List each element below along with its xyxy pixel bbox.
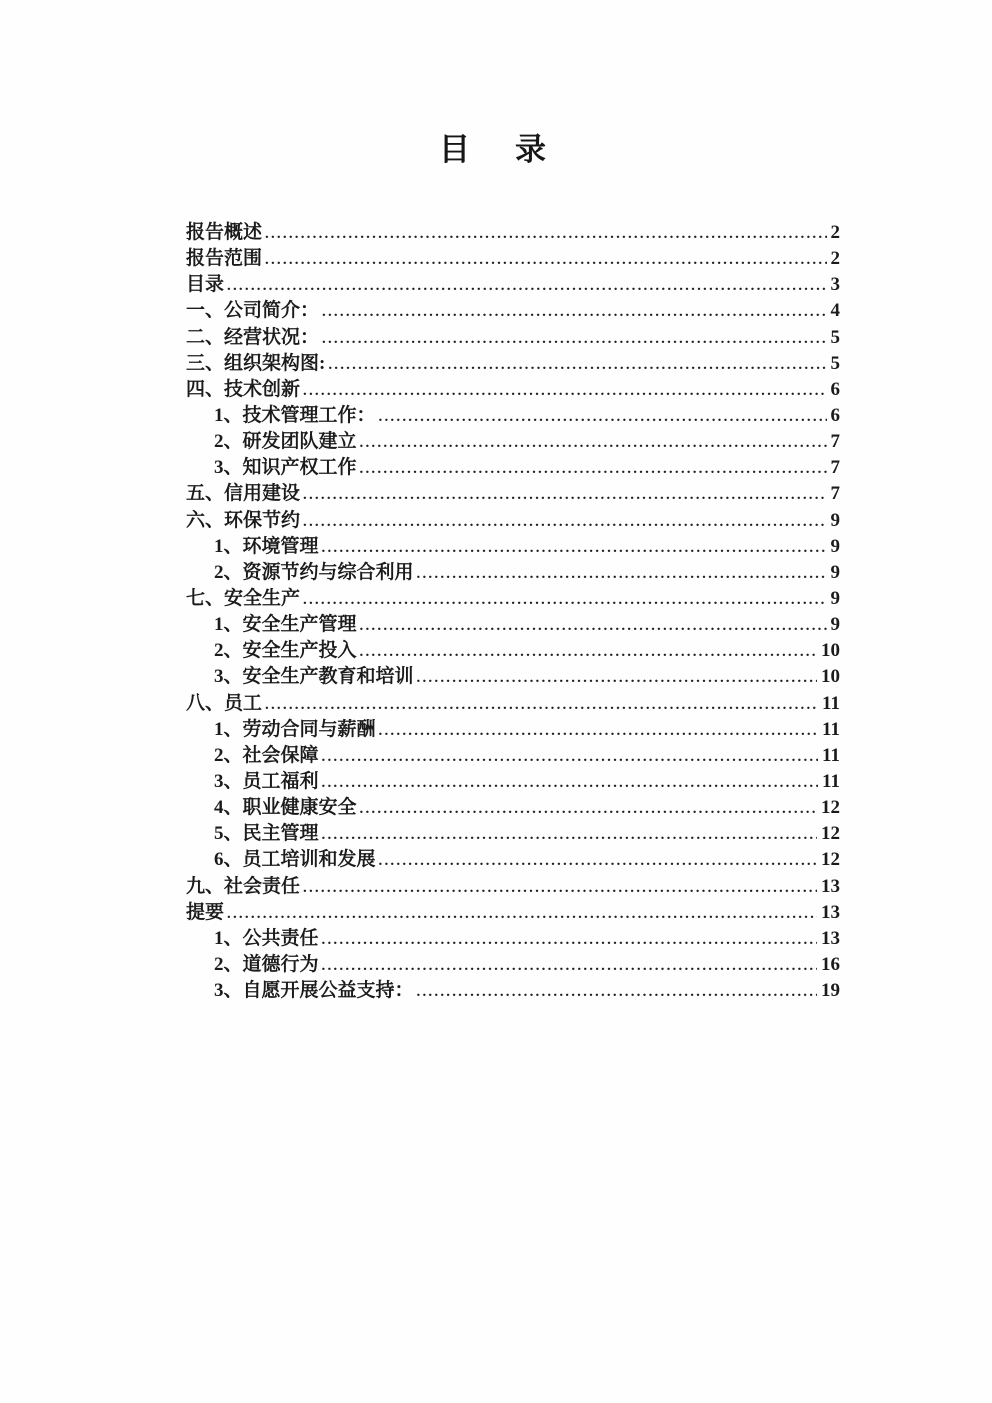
toc-entry-page: 2 — [830, 222, 840, 243]
toc-entry[interactable] — [186, 246, 840, 272]
toc-entry-page: 13 — [821, 875, 840, 897]
toc-entry[interactable] — [186, 900, 840, 926]
toc-leader-dots — [379, 718, 819, 744]
toc-list — [186, 220, 840, 1004]
toc-entry-label: 提要 — [186, 901, 225, 923]
toc-entry[interactable] — [186, 795, 840, 821]
toc-entry[interactable] — [186, 769, 840, 795]
toc-entry-page: 19 — [821, 980, 840, 1002]
toc-entry[interactable] — [186, 926, 840, 952]
toc-entry-label: 九、社会责任 — [186, 875, 301, 897]
toc-entry[interactable] — [186, 821, 840, 847]
toc-entry[interactable] — [186, 691, 840, 717]
toc-entry-label: 五、信用建设 — [186, 483, 301, 505]
toc-entry[interactable] — [186, 717, 840, 743]
toc-leader-dots — [360, 430, 827, 456]
toc-entry-label: 七、安全生产 — [186, 587, 301, 609]
toc-entry-page: 6 — [830, 378, 840, 400]
toc-entry[interactable] — [186, 403, 840, 429]
toc-entry-page: 10 — [821, 640, 840, 662]
toc-entry-page: 11 — [822, 692, 840, 714]
toc-entry-label: 5、民主管理 — [214, 823, 319, 845]
toc-entry[interactable] — [186, 560, 840, 586]
toc-leader-dots — [265, 221, 826, 247]
toc-entry-label: 三、组织架构图: — [186, 352, 326, 374]
toc-entry-label: 一、公司简介： — [186, 300, 320, 322]
toc-entry-label: 2、研发团队建立 — [214, 431, 357, 453]
toc-entry-page: 11 — [822, 718, 840, 740]
toc-entry-page: 6 — [830, 404, 840, 426]
toc-entry[interactable] — [186, 743, 840, 769]
toc-entry[interactable] — [186, 847, 840, 873]
toc-entry-label: 四、技术创新 — [186, 378, 301, 400]
page-title: 目 录 — [439, 132, 553, 167]
toc-entry-label: 八、员工 — [186, 692, 263, 714]
toc-entry-label: 2、安全生产投入 — [214, 640, 357, 662]
toc-entry[interactable] — [186, 874, 840, 900]
toc-entry[interactable] — [186, 377, 840, 403]
toc-entry-page: 7 — [830, 431, 840, 453]
toc-entry[interactable] — [186, 481, 840, 507]
toc-entry-label: 报告范围 — [186, 248, 263, 270]
toc-entry-label: 4、职业健康安全 — [214, 797, 357, 819]
toc-entry[interactable] — [186, 220, 840, 246]
toc-entry[interactable] — [186, 351, 840, 377]
toc-leader-dots — [227, 273, 826, 299]
toc-entry-page: 2 — [830, 248, 840, 270]
toc-leader-dots — [417, 665, 817, 691]
toc-leader-dots — [322, 535, 827, 561]
toc-leader-dots — [360, 796, 817, 822]
toc-entry-page: 13 — [821, 927, 840, 949]
toc-entry-page: 12 — [821, 797, 840, 819]
toc-entry-page: 5 — [830, 352, 840, 374]
toc-entry[interactable] — [186, 534, 840, 560]
toc-entry-label: 六、环保节约 — [186, 509, 301, 531]
toc-entry-label: 二、经营状况： — [186, 326, 320, 348]
toc-entry[interactable] — [186, 298, 840, 324]
toc-entry-label: 3、知识产权工作 — [214, 457, 357, 479]
toc-entry-page: 12 — [821, 823, 840, 845]
toc-leader-dots — [303, 482, 826, 508]
toc-leader-dots — [322, 744, 819, 770]
toc-entry-page: 9 — [830, 587, 840, 609]
toc-entry-page: 9 — [830, 535, 840, 557]
toc-entry[interactable] — [186, 664, 840, 690]
toc-entry-page: 7 — [830, 483, 840, 505]
toc-leader-dots — [322, 770, 819, 796]
toc-entry-label: 3、安全生产教育和培训 — [214, 666, 414, 688]
toc-entry-label: 目录 — [186, 274, 225, 296]
toc-entry-label: 2、社会保障 — [214, 744, 319, 766]
toc-entry-page: 13 — [821, 901, 840, 923]
toc-entry-page: 11 — [822, 744, 840, 766]
toc-entry-label: 1、安全生产管理 — [214, 614, 357, 636]
toc-leader-dots — [322, 822, 817, 848]
toc-entry[interactable] — [186, 272, 840, 298]
toc-entry[interactable] — [186, 586, 840, 612]
toc-leader-dots — [303, 378, 826, 404]
toc-entry[interactable] — [186, 612, 840, 638]
toc-entry-page: 9 — [830, 561, 840, 583]
toc-entry-label: 6、员工培训和发展 — [214, 849, 376, 871]
toc-leader-dots — [265, 692, 818, 718]
toc-entry[interactable] — [186, 508, 840, 534]
toc-entry-label: 3、自愿开展公益支持： — [214, 980, 414, 1002]
toc-entry-page: 11 — [822, 770, 840, 792]
toc-entry-label: 3、员工福利 — [214, 770, 319, 792]
toc-entry-label: 1、公共责任 — [214, 927, 319, 949]
toc-leader-dots — [328, 352, 826, 378]
toc-leader-dots — [417, 561, 827, 587]
toc-leader-dots — [322, 927, 817, 953]
toc-leader-dots — [360, 613, 827, 639]
toc-entry-page: 3 — [830, 274, 840, 296]
toc-entry-page: 4 — [830, 300, 840, 322]
toc-entry-label: 1、环境管理 — [214, 535, 319, 557]
toc-entry[interactable] — [186, 429, 840, 455]
toc-leader-dots — [303, 875, 817, 901]
toc-entry-page: 10 — [821, 666, 840, 688]
toc-leader-dots — [303, 509, 826, 535]
toc-leader-dots — [303, 587, 826, 613]
toc-leader-dots — [322, 953, 817, 979]
toc-leader-dots — [227, 901, 817, 927]
toc-leader-dots — [360, 456, 827, 482]
toc-entry[interactable] — [186, 638, 840, 664]
toc-leader-dots — [322, 326, 826, 352]
toc-leader-dots — [417, 979, 817, 1005]
toc-leader-dots — [379, 848, 817, 874]
toc-entry[interactable] — [186, 952, 840, 978]
toc-entry-label: 2、道德行为 — [214, 953, 319, 975]
toc-entry-label: 报告概述 — [186, 222, 263, 243]
toc-entry[interactable] — [186, 325, 840, 351]
toc-leader-dots — [322, 299, 826, 325]
toc-entry-label: 1、劳动合同与薪酬 — [214, 718, 376, 740]
toc-entry[interactable] — [186, 978, 840, 1004]
toc-entry-page: 5 — [830, 326, 840, 348]
toc-entry-label: 2、资源节约与综合利用 — [214, 561, 414, 583]
toc-entry-page: 16 — [821, 953, 840, 975]
toc-entry-label: 1、技术管理工作： — [214, 404, 376, 426]
toc-entry-page: 9 — [830, 509, 840, 531]
toc-leader-dots — [265, 247, 826, 273]
toc-entry-page: 12 — [821, 849, 840, 871]
toc-leader-dots — [379, 404, 827, 430]
toc-leader-dots — [360, 639, 817, 665]
toc-entry[interactable] — [186, 455, 840, 481]
toc-entry-page: 7 — [830, 457, 840, 479]
toc-entry-page: 9 — [830, 614, 840, 636]
